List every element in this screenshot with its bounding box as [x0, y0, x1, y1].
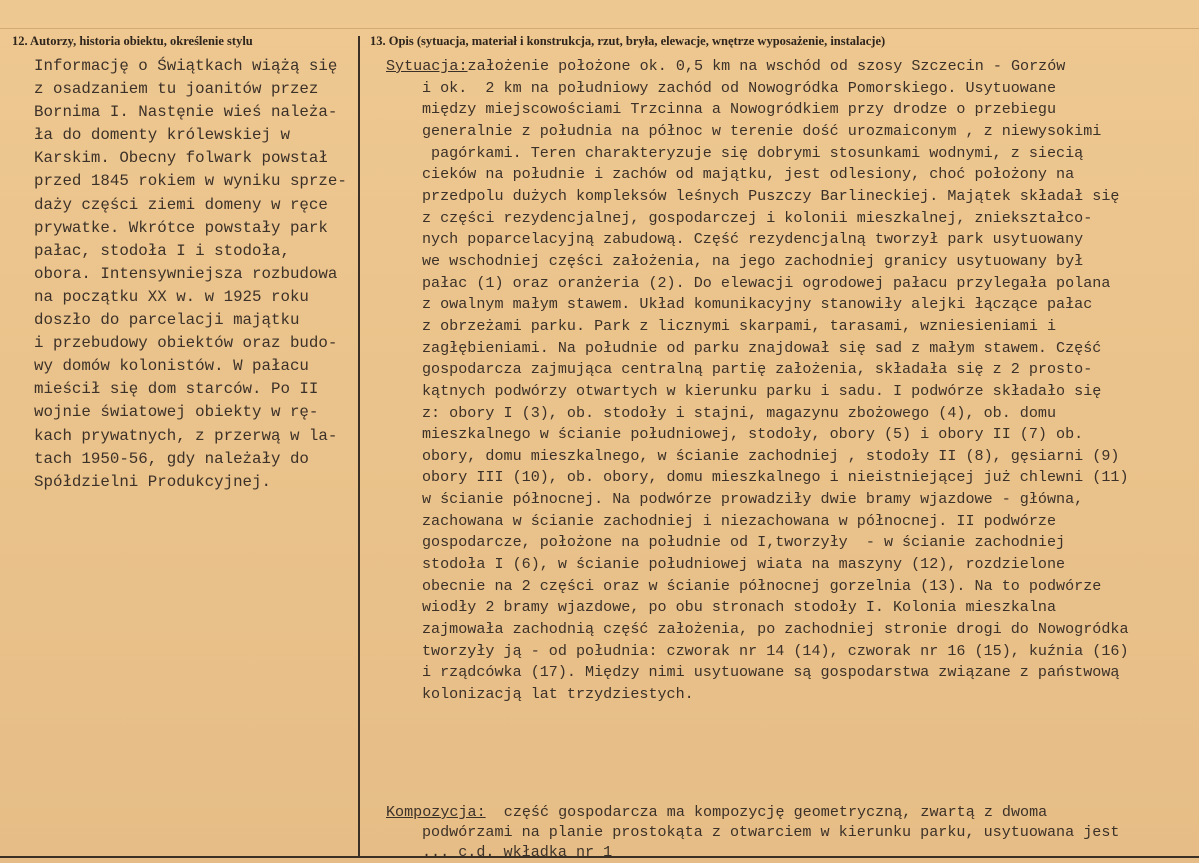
description-line: i rządcówka (17). Między nimi usytuowane są gospodarstwa związane z państwową: [422, 663, 1120, 682]
description-line: gospodarcza zajmująca centralną partię założenia, składała się z 2 prosto-: [422, 360, 1093, 379]
description-line: [386, 56, 1129, 78]
history-line: i przebudowy obiektów oraz budo-: [34, 334, 338, 353]
history-line: kach prywatnych, z przerwą w la-: [34, 426, 338, 445]
description-line: mieszkalnego w ścianie południowej, stodoły, obory (5) i obory II (7) ob.: [422, 425, 1084, 444]
description-line: i ok. 2 km na południowy zachód od Nowogródka Pomorskiego. Usytuowane: [422, 78, 1057, 97]
history-text: [34, 55, 347, 494]
description-line: stodoła I (6), w ścianie południowej wiata na maszyny (12), rozdzielone: [422, 555, 1066, 574]
description-line: zagłębieniami. Na południe od parku znajdował się sad z małym stawem. Część: [422, 338, 1102, 357]
composition-line: ... c.d. wkładka nr 1: [422, 843, 613, 861]
description-line: kątnych podwórzy otwartych w kierunku parku i sadu. I podwórze składało się: [422, 381, 1102, 400]
history-line: Bornima I. Nastęnie wieś należa-: [34, 103, 338, 122]
description-line: we wschodniej części założenia, na jego zachodniej granicy usytuowany był: [422, 251, 1084, 270]
description-line: zachowana w ścianie zachodniej i niezachowana w północnej. II podwórze: [422, 511, 1057, 530]
description-line: obory III (10), ob. obory, domu mieszkalnego i nieistniejącej już chlewni (11): [422, 468, 1129, 487]
description-line: nych poparcelacyjną zabudową. Część rezydencjalną tworzył park usytuowany: [422, 230, 1084, 249]
history-line: przed 1845 rokiem w wyniku sprze-: [34, 172, 347, 191]
description-line: w ścianie północnej. Na podwórze prowadziły dwie bramy wjazdowe - główna,: [422, 490, 1084, 509]
column-12-heading: 12. Autorzy, historia obiektu, określenie stylu: [12, 34, 253, 48]
description-line: gospodarcze, położone na południe od I,tworzyły - w ścianie zachodniej: [422, 533, 1066, 552]
history-line: na początku XX w. w 1925 roku: [34, 287, 309, 306]
history-line: Informację o Świątkach wiążą się: [34, 57, 338, 75]
composition-line: [386, 802, 1119, 822]
description-line: z obrzeżami parku. Park z licznymi skarpami, tarasami, wzniesieniami i: [422, 316, 1057, 335]
description-line: cieków na południe i zachów od majątku, jest odlesiony, choć położony na: [422, 165, 1075, 184]
composition-line: podwórzami na planie prostokąta z otwarciem w kierunku parku, usytuowana jest: [422, 823, 1120, 841]
description-line: generalnie z południa na północ w terenie dość urozmaiconym , z niewysokimi: [422, 121, 1102, 140]
history-line: mieścił się dom starców. Po II: [34, 380, 319, 399]
description-line-text: założenie położone ok. 0,5 km na wschód od szosy Szczecin - Gorzów: [467, 57, 1066, 75]
history-line: wojnie światowej obiekty w rę-: [34, 403, 319, 422]
description-line: z: obory I (3), ob. stodoły i stajni, magazynu zbożowego (4), ob. domu: [422, 403, 1057, 422]
column-13-heading: 13. Opis (sytuacja, materiał i konstrukcja, rzut, bryła, elewacje, wnętrze wyposażenie, instalacje): [370, 34, 886, 48]
composition-line-text: część gospodarcza ma kompozycję geometryczną, zwartą z dwoma: [485, 803, 1048, 821]
history-line: prywatke. Wkrótce powstały park: [34, 218, 328, 237]
description-line: obory, domu mieszkalnego, w ścianie zachodniej , stodoły II (8), gęsiarni (9): [422, 446, 1120, 465]
column-divider: [358, 36, 360, 856]
description-line: z części rezydencjalnej, gospodarczej i kolonii mieszkalnej, zniekształco-: [422, 208, 1093, 227]
description-line: pagórkami. Teren charakteryzuje się dobrymi stosunkami wodnymi, z siecią: [422, 143, 1084, 162]
history-line: obora. Intensywniejsza rozbudowa: [34, 264, 338, 283]
description-line: z owalnym małym stawem. Układ komunikacyjny stanowiły alejki łączące pałac: [422, 295, 1093, 314]
description-line: tworzyły ją - od południa: czworak nr 14 (14), czworak nr 16 (15), kuźnia (16): [422, 641, 1129, 660]
history-line: pałac, stodoła I i stodoła,: [34, 241, 290, 260]
description-line: między miejscowościami Trzcinna a Nowogródkiem przy drodze o przebiegu: [422, 100, 1057, 119]
description-text: [386, 56, 1129, 706]
description-line: kolonizacją lat trzydziestych.: [422, 685, 694, 704]
history-line: ła do domenty królewskiej w: [34, 126, 290, 145]
history-line: doszło do parcelacji majątku: [34, 311, 300, 330]
history-line: Karskim. Obecny folwark powstał: [34, 149, 328, 168]
description-line: pałac (1) oraz oranżeria (2). Do elewacji ogrodowej pałacu przylegała polana: [422, 273, 1111, 292]
top-divider: [0, 28, 1199, 29]
history-line: wy domów kolonistów. W pałacu: [34, 357, 309, 376]
history-line: daży części ziemi domeny w ręce: [34, 195, 328, 214]
situation-label: Sytuacja:: [386, 57, 468, 75]
description-line: przedpolu dużych kompleksów leśnych Puszczy Barlineckiej. Majątek składał się: [422, 186, 1120, 205]
history-line: Spółdzielni Produkcyjnej.: [34, 472, 271, 491]
description-line: wiodły 2 bramy wjazdowe, po obu stronach stodoły I. Kolonia mieszkalna: [422, 598, 1057, 617]
composition-label: Kompozycja:: [386, 803, 486, 821]
composition-text: [386, 802, 1119, 862]
history-line: tach 1950-56, gdy należały do: [34, 449, 309, 468]
description-line: zajmowała zachodnią część założenia, po zachodniej stronie drogi do Nowogródka: [422, 620, 1129, 639]
history-line: z osadzaniem tu joanitów przez: [34, 80, 319, 99]
description-line: obecnie na 2 części oraz w ścianie północnej gorzelnia (13). Na to podwórze: [422, 576, 1102, 595]
